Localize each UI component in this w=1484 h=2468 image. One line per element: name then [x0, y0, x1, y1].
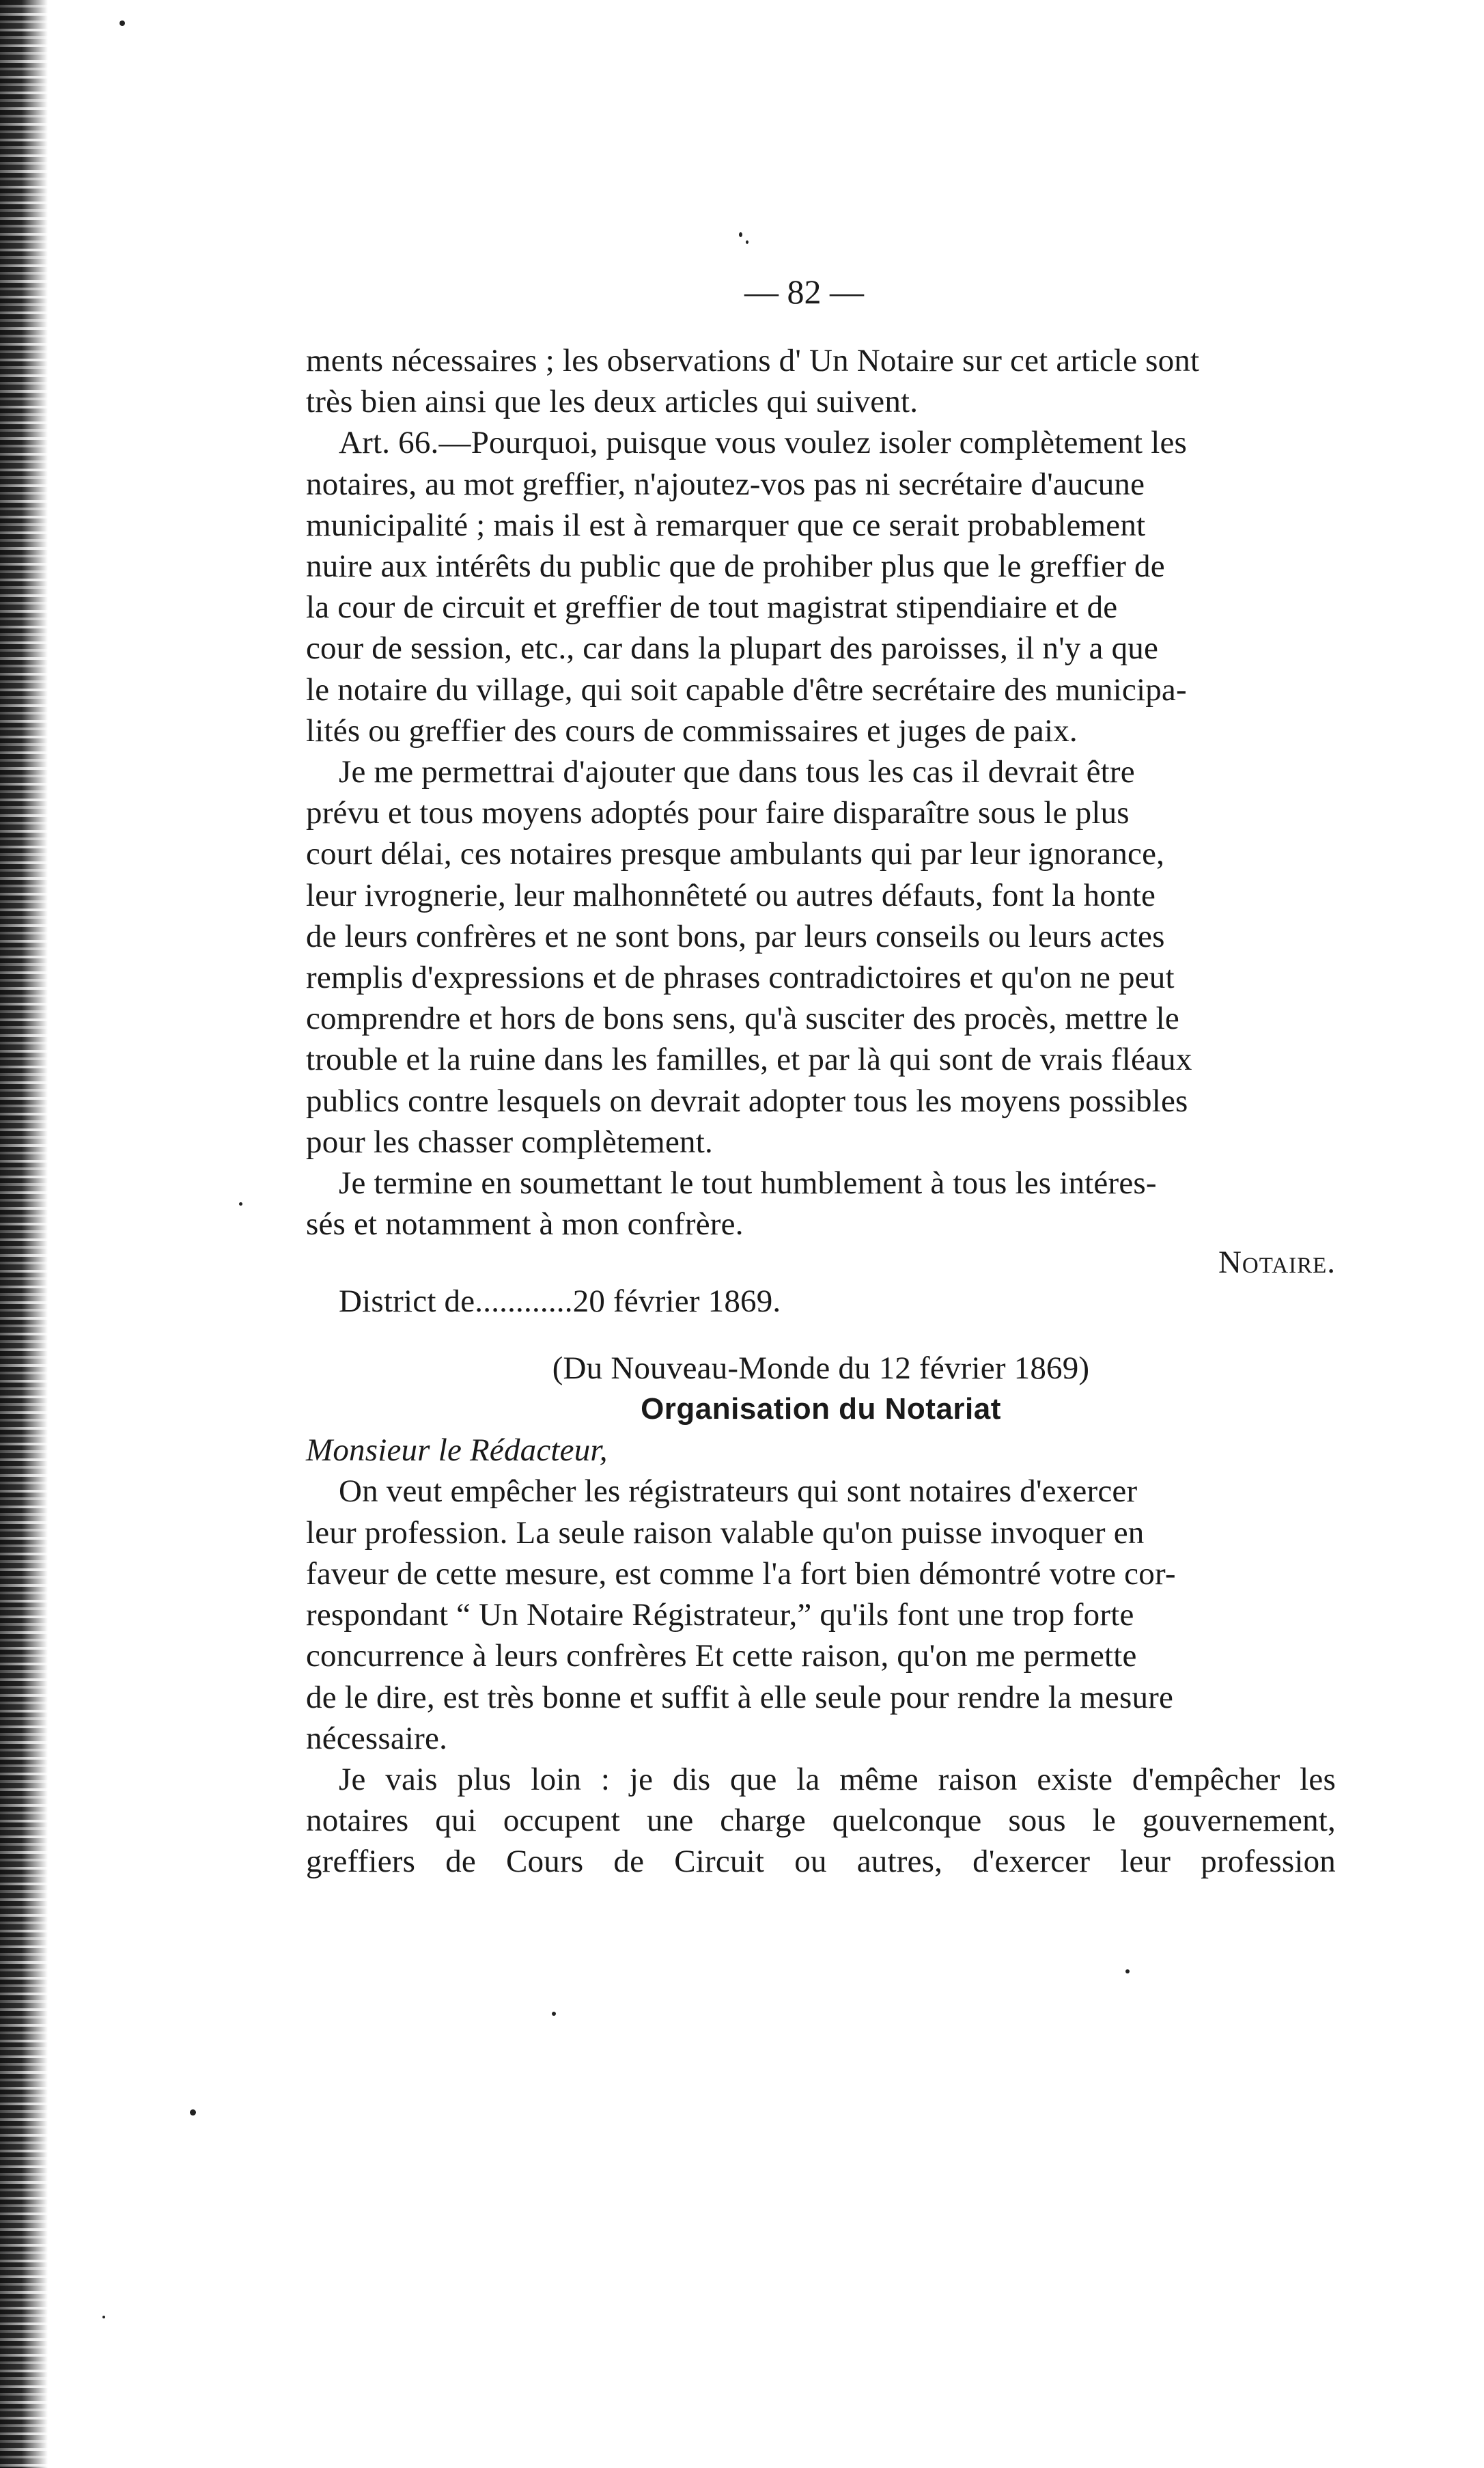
text-line: nécessaire. — [306, 1720, 448, 1756]
text-line: comprendre et hors de bons sens, qu'à susciter des procès, mettre le — [306, 1001, 1179, 1037]
document-body — [306, 260, 1336, 1883]
text-line: ments nécessaires ; les observations d' Un Notaire sur cet article sont — [306, 343, 1200, 378]
scan-speck — [102, 2316, 105, 2318]
text-line: leur profession. La seule raison valable qu'on puisse invoquer en — [306, 1514, 1145, 1551]
signature — [306, 1242, 1336, 1283]
text-line: notaires, au mot greffier, n'ajoutez-vos pas ni secrétaire d'aucune — [306, 466, 1145, 502]
scan-speck — [552, 2012, 556, 2016]
district-date — [306, 1281, 1336, 1322]
text-line: cour de session, etc., car dans la plupart des paroisses, il n'y a que — [306, 630, 1159, 667]
signature-text: Notaire. — [1218, 1245, 1336, 1281]
salutation-text: Monsieur le Rédacteur, — [306, 1432, 608, 1469]
text-line: municipalité ; mais il est à remarquer que ce serait probablement — [306, 507, 1146, 543]
scan-speck — [239, 1202, 242, 1206]
paragraph-plus-loin — [306, 1759, 1336, 1883]
text-line: respondant “ Un Notaire Régistrateur,” qu'ils font une trop forte — [306, 1597, 1134, 1633]
text-line: On veut empêcher les régistrateurs qui sont notaires d'exercer — [339, 1473, 1138, 1510]
text-line: leur ivrognerie, leur malhonnêteté ou autres défauts, font la honte — [306, 877, 1156, 913]
text-line: de le dire, est très bonne et suffit à elle seule pour rendre la mesure — [306, 1679, 1174, 1715]
paragraph-article-66 — [306, 422, 1336, 751]
text-line: remplis d'expressions et de phrases contradictoires et qu'on ne peut — [306, 960, 1175, 996]
text-line: greffiers de Cours de Circuit ou autres, d'exercer leur profession — [306, 1844, 1336, 1880]
district-date-text: District de............20 février 1869. — [339, 1283, 781, 1319]
source-heading-text: (Du Nouveau-Monde du 12 février 1869) — [552, 1350, 1090, 1386]
text-line: concurrence à leurs confrères Et cette raison, qu'on me permette — [306, 1638, 1137, 1674]
text-line: trouble et la ruine dans les familles, et par là qui sont de vrais fléaux — [306, 1042, 1192, 1078]
scan-speck — [1125, 1969, 1130, 1973]
article-title — [306, 1389, 1336, 1430]
paragraph-continuation — [306, 340, 1336, 422]
text-line: prévu et tous moyens adoptés pour faire disparaître sous le plus — [306, 795, 1130, 831]
text-line: le notaire du village, qui soit capable d'être secrétaire des municipa- — [306, 671, 1187, 708]
text-line: Je vais plus loin : je dis que la même raison existe d'empêcher les — [339, 1761, 1336, 1797]
text-line: la cour de circuit et greffier de tout magistrat stipendiaire et de — [306, 590, 1118, 626]
text-line: lités ou greffier des cours de commissaires et juges de paix. — [306, 712, 1078, 749]
paragraph-ajouter — [306, 751, 1336, 1163]
text-line: faveur de cette mesure, est comme l'a fort bien démontré votre cor- — [306, 1555, 1176, 1592]
text-line: Art. 66.—Pourquoi, puisque vous voulez isoler complètement les — [339, 425, 1188, 461]
page-number: — 82 — — [744, 273, 864, 311]
scan-speck — [190, 2109, 196, 2116]
text-line: publics contre lesquels on devrait adopter tous les moyens possibles — [306, 1083, 1188, 1119]
text-line: nuire aux intérêts du public que de prohiber plus que le greffier de — [306, 549, 1165, 585]
text-line: sés et notamment à mon confrère. — [306, 1206, 744, 1243]
text-line: Je me permettrai d'ajouter que dans tous les cas il devrait être — [339, 754, 1135, 790]
text-line: très bien ainsi que les deux articles qui suivent. — [306, 384, 919, 420]
scan-speck — [746, 240, 748, 244]
article-title-text: Organisation du Notariat — [641, 1392, 1001, 1426]
paragraph-empecher — [306, 1471, 1336, 1758]
text-line: Je termine en soumettant le tout humblement à tous les intéres- — [339, 1165, 1157, 1202]
salutation — [306, 1430, 1336, 1471]
binding-shadow — [0, 0, 29, 2468]
source-heading — [306, 1348, 1336, 1389]
text-line: de leurs confrères et ne sont bons, par leurs conseils ou leurs actes — [306, 918, 1165, 954]
text-line: court délai, ces notaires presque ambulants qui par leur ignorance, — [306, 836, 1165, 872]
paragraph-termine — [306, 1163, 1336, 1245]
text-line: pour les chasser complètement. — [306, 1124, 713, 1160]
scan-speck — [120, 20, 125, 26]
text-line: notaires qui occupent une charge quelconque sous le gouvernement, — [306, 1803, 1336, 1839]
scan-speck — [739, 232, 742, 237]
